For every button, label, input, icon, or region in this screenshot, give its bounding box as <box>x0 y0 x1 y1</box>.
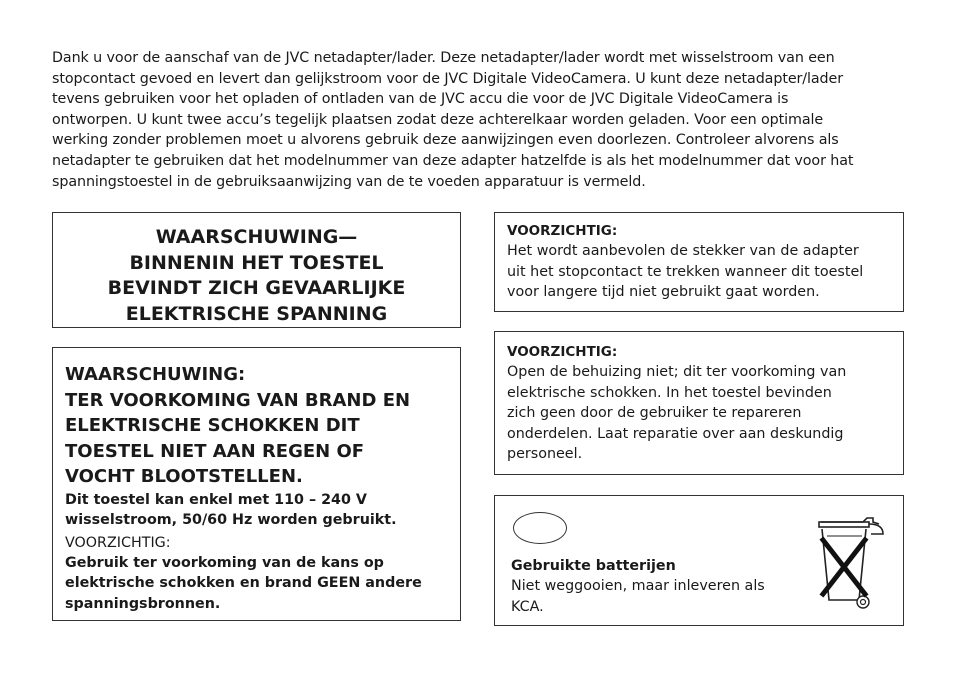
batteries-text <box>511 576 796 617</box>
danger-line: ELEKTRISCHE SPANNING <box>125 302 388 325</box>
caution-line: spanningsbronnen. <box>65 595 221 612</box>
warning-heading-line: TER VOORKOMING VAN BRAND EN <box>65 389 411 411</box>
warning-heading-line: WAARSCHUWING: <box>65 364 246 385</box>
danger-warning-box <box>52 212 461 328</box>
caution-line: uit het stopcontact te trekken wanneer dit toestel <box>507 263 864 280</box>
voltage-line: Dit toestel kan enkel met 110 – 240 V <box>65 491 367 508</box>
used-batteries-box <box>494 495 904 626</box>
warning-heading-line: ELEKTRISCHE SCHOKKEN DIT <box>65 415 360 436</box>
caution-line: onderdelen. Laat reparatie over aan deskundig <box>507 425 844 442</box>
caution-label: VOORZICHTIG: <box>507 344 618 360</box>
batteries-line: Niet weggooien, maar inleveren als <box>511 578 765 594</box>
crossed-out-wheelie-bin-icon <box>809 512 887 614</box>
caution-label: VOORZICHTIG: <box>65 534 171 551</box>
danger-line: BEVINDT ZICH GEVAARLIJKE <box>107 277 406 299</box>
caution-line: voor langere tijd niet gebruikt gaat worden. <box>507 284 820 300</box>
intro-line: Dank u voor de aanschaf van de JVC netadapter/lader. Deze netadapter/lader wordt met wisselstroom van een <box>52 50 835 66</box>
caution-line: elektrische schokken. In het toestel bevinden <box>507 384 832 401</box>
warning-heading-line: TOESTEL NIET AAN REGEN OF <box>65 440 365 462</box>
intro-line: werking zonder problemen moet u alvorens gebruik deze aanwijzingen even doorlezen. Controleer alvorens als <box>52 132 839 149</box>
caution-label: VOORZICHTIG: <box>507 223 618 239</box>
danger-line: WAARSCHUWING— <box>155 226 358 248</box>
intro-line: tevens gebruiken voor het opladen of ontladen van de JVC accu die voor de JVC Digitale VideoCamera is <box>52 91 789 108</box>
intro-paragraph <box>52 48 907 192</box>
caution-line: Gebruik ter voorkoming van de kans op <box>65 554 384 571</box>
intro-line: spanningstoestel in de gebruiksaanwijzing van de te voeden apparatuur is vermeld. <box>52 173 646 190</box>
warning-heading-line: VOCHT BLOOTSTELLEN. <box>65 466 303 487</box>
batteries-line: KCA. <box>511 598 544 615</box>
battery-logo-oval-icon <box>513 512 567 544</box>
fire-shock-warning-box <box>52 347 461 621</box>
intro-line: stopcontact gevoed en levert dan gelijkstroom voor de JVC Digitale VideoCamera. U kunt deze netadapter/lader <box>52 70 843 87</box>
caution-line: elektrische schokken en brand GEEN andere <box>65 575 422 591</box>
voltage-line: wisselstroom, 50/60 Hz worden gebruikt. <box>65 512 397 528</box>
housing-caution-box <box>494 331 904 475</box>
danger-line: BINNENIN HET TOESTEL <box>129 251 384 274</box>
caution-line: Open de behuizing niet; dit ter voorkoming van <box>507 364 847 380</box>
unplug-caution-box <box>494 212 904 312</box>
caution-line: personeel. <box>507 446 583 462</box>
caution-line: Het wordt aanbevolen de stekker van de adapter <box>507 243 859 259</box>
intro-line: netadapter te gebruiken dat het modelnummer van deze adapter hatzelfde is als het modelnummer dat voor hat <box>52 152 854 169</box>
batteries-title: Gebruikte batterijen <box>511 558 676 574</box>
caution-line: zich geen door de gebruiker te repareren <box>507 405 802 421</box>
intro-line: ontworpen. U kunt twee accu’s tegelijk plaatsen zodat deze achterelkaar worden geladen. Voor een optimale <box>52 111 824 128</box>
